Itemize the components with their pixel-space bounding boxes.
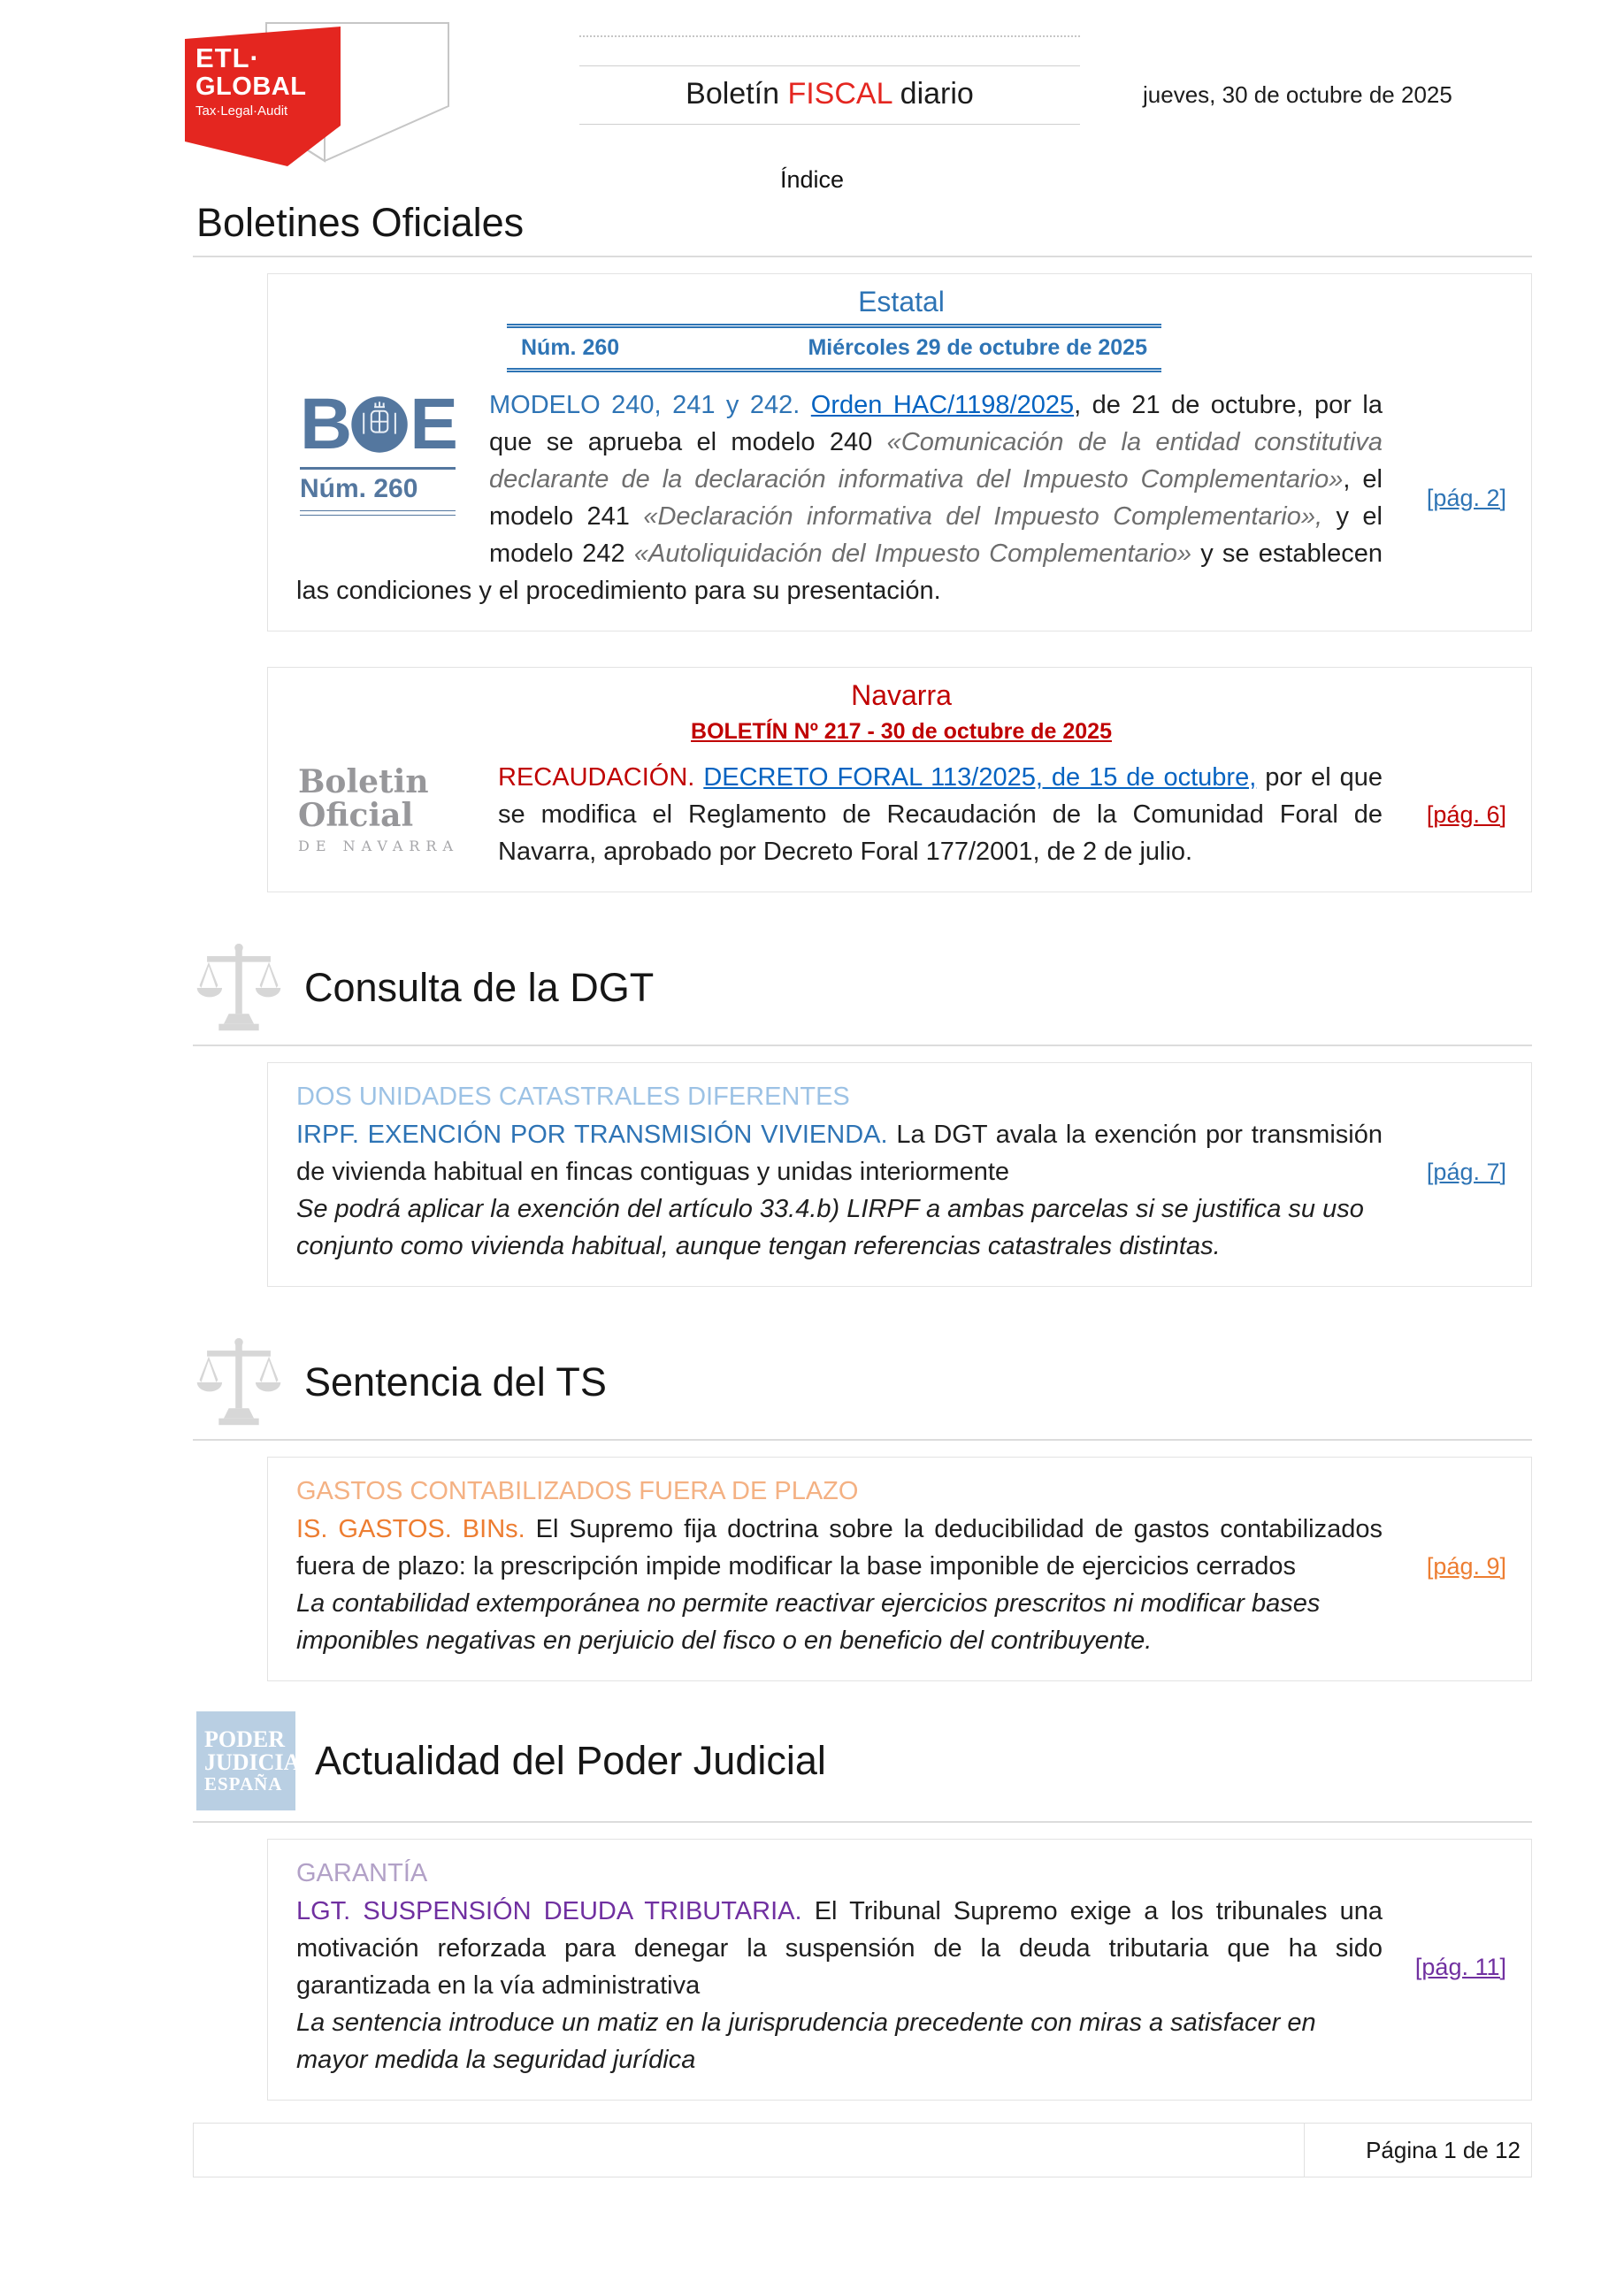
boe-letter-e: E	[410, 384, 456, 464]
section-rule	[193, 1439, 1532, 1441]
card-ts	[267, 1457, 1532, 1681]
estatal-lead: MODELO 240, 241 y 242.	[489, 391, 811, 419]
estatal-item	[296, 386, 1506, 609]
etl-logo-line3: Tax·Legal·Audit	[195, 103, 288, 119]
dgt-note: Se podrá aplicar la exención del artículo 33.4.b) LIRPF a ambas parcelas si se justifica su uso conjunto como vivienda habitual, aunque tengan referencias catastrales distintas.	[296, 1195, 1364, 1260]
dgt-kicker: DOS UNIDADES CATASTRALES DIFERENTES	[296, 1083, 850, 1111]
navarra-item	[296, 759, 1506, 870]
etl-logo-line1: ETL·	[195, 42, 260, 73]
footer	[193, 2123, 1532, 2177]
etl-logo-line2: GLOBAL	[195, 72, 307, 101]
card-estatal	[267, 273, 1532, 631]
section-rule	[193, 256, 1532, 257]
doc-title-pre: Boletín	[686, 77, 788, 111]
section-head-dgt	[196, 942, 1532, 1034]
pj-note: La sentencia introduce un matiz en la jurisprudencia precedente con miras a satisfacer en mayor medida la seguridad jurídica	[296, 2009, 1316, 2074]
card-pj	[267, 1839, 1532, 2101]
estatal-summary	[296, 386, 1383, 609]
pj-lead: LGT. SUSPENSIÓN DEUDA TRIBUTARIA.	[296, 1897, 815, 1925]
navarra-decree-link[interactable]: DECRETO FORAL 113/2025, de 15 de octubre,	[703, 763, 1257, 792]
estatal-page-link[interactable]: [pág. 2]	[1426, 484, 1506, 511]
ts-note: La contabilidad extemporánea no permite reactivar ejercicios prescritos ni modificar bases imponibles negativas en perjuicio del fisco o en beneficio del contribuyente.	[296, 1589, 1321, 1655]
pj-logo-line1: PODER	[204, 1726, 285, 1752]
footer-left-cell	[194, 2124, 1304, 2177]
etl-logo-text	[195, 44, 306, 118]
card-navarra	[267, 667, 1532, 892]
pj-logo-line3: ESPAÑA	[204, 1772, 283, 1795]
boe-issue-number: Núm. 260	[521, 335, 620, 360]
estatal-quote-2: «Declaración informativa del Impuesto Complementario»,	[643, 502, 1323, 531]
ts-page-link[interactable]: [pág. 9]	[1426, 1552, 1506, 1580]
pj-page-link[interactable]: [pág. 11]	[1414, 1953, 1506, 1980]
pj-text: El Tribunal Supremo exige a los tribunales una motivación reforzada para denegar la suspensión de la deuda tributaria que ha sido garantizada en la vía administrativa	[296, 1897, 1383, 2000]
ts-text: El Supremo fija doctrina sobre la deducibilidad de gastos contabilizados fuera de plazo: la prescripción impide modificar la base imponible de ejercicios cerrados	[296, 1515, 1383, 1580]
pj-logo-line2: JUDICIAL	[204, 1749, 316, 1776]
boe-logo	[300, 384, 456, 565]
boe-logo-letters	[300, 384, 456, 464]
pj-summary	[296, 1893, 1383, 2004]
ts-summary	[296, 1511, 1383, 1585]
estatal-text-3: y el modelo 242	[489, 502, 1383, 568]
section-rule	[193, 1821, 1532, 1823]
section-title-pj: Actualidad del Poder Judicial	[315, 1738, 826, 1783]
etl-global-logo	[181, 18, 466, 170]
dgt-text: La DGT avala la exención por transmisión de vivienda habitual en fincas contiguas y unidas interiormente	[296, 1121, 1383, 1186]
boe-issue-header	[507, 324, 1161, 372]
boe-logo-rule	[300, 467, 456, 470]
navarra-bulletin-link[interactable]: BOLETÍN Nº 217 - 30 de octubre de 2025	[691, 719, 1112, 744]
section-head-ts	[196, 1336, 1532, 1428]
poder-judicial-logo	[196, 1711, 316, 1810]
dgt-page-link[interactable]: [pág. 7]	[1426, 1158, 1506, 1185]
scales-icon	[196, 1336, 281, 1428]
section-title-boletines: Boletines Oficiales	[196, 200, 525, 245]
estatal-text-1: , de 21 de octubre, por la que se aprueba el modelo 240	[489, 391, 1383, 456]
boe-logo-number: Núm. 260	[300, 474, 418, 503]
bon-logo-line1: Boletin Oficial	[298, 763, 429, 834]
estatal-text-4: y se establecen las condiciones y el procedimiento para su presentación.	[296, 540, 1383, 605]
scales-icon	[196, 942, 281, 1034]
card-dgt	[267, 1062, 1532, 1287]
region-title-estatal: Estatal	[858, 286, 945, 318]
dgt-summary	[296, 1116, 1383, 1190]
section-title-ts: Sentencia del TS	[304, 1359, 607, 1404]
index-title: Índice	[779, 166, 845, 193]
estatal-text-2: , el modelo 241	[489, 465, 1383, 531]
boe-logo-double-rule	[300, 510, 456, 516]
doc-date: jueves, 30 de octubre de 2025	[1143, 81, 1452, 108]
header	[0, 0, 1624, 170]
bon-logo	[298, 763, 471, 854]
doc-title	[579, 65, 1080, 125]
estatal-quote-1: «Comunicación de la entidad constitutiva declarante de la declaración informativa del Impuesto Complementario»	[489, 428, 1383, 494]
section-head-pj	[196, 1711, 1532, 1810]
estatal-order-link[interactable]: Orden HAC/1198/2025	[810, 391, 1075, 419]
footer-page-number: Página 1 de 12	[1304, 2124, 1531, 2177]
section-title-dgt: Consulta de la DGT	[304, 965, 655, 1010]
navarra-page-link[interactable]: [pág. 6]	[1426, 800, 1506, 828]
doc-title-accent: FISCAL	[787, 77, 892, 111]
doc-title-post: diario	[892, 77, 974, 111]
navarra-text-1: por el que se modifica el Reglamento de Recaudación de la Comunidad Foral de Navarra, aprobado por Decreto Foral 177/2001, de 2 de julio.	[498, 763, 1383, 866]
bon-logo-line2: DE NAVARRA	[298, 837, 460, 854]
boe-issue-date: Miércoles 29 de octubre de 2025	[808, 335, 1147, 360]
dgt-lead: IRPF. EXENCIÓN POR TRANSMISIÓN VIVIENDA.	[296, 1121, 897, 1149]
ts-lead: IS. GASTOS. BINs.	[296, 1515, 536, 1543]
estatal-quote-3: «Autoliquidación del Impuesto Complementario»	[633, 540, 1192, 568]
region-title-navarra: Navarra	[851, 679, 952, 711]
pj-kicker: GARANTÍA	[296, 1859, 428, 1887]
navarra-lead: RECAUDACIÓN.	[498, 763, 704, 792]
ts-kicker: GASTOS CONTABILIZADOS FUERA DE PLAZO	[296, 1477, 859, 1505]
boe-crest-icon	[350, 391, 409, 458]
boe-letter-b: B	[300, 384, 350, 464]
section-rule	[193, 1045, 1532, 1046]
header-dotted-divider	[579, 35, 1080, 37]
